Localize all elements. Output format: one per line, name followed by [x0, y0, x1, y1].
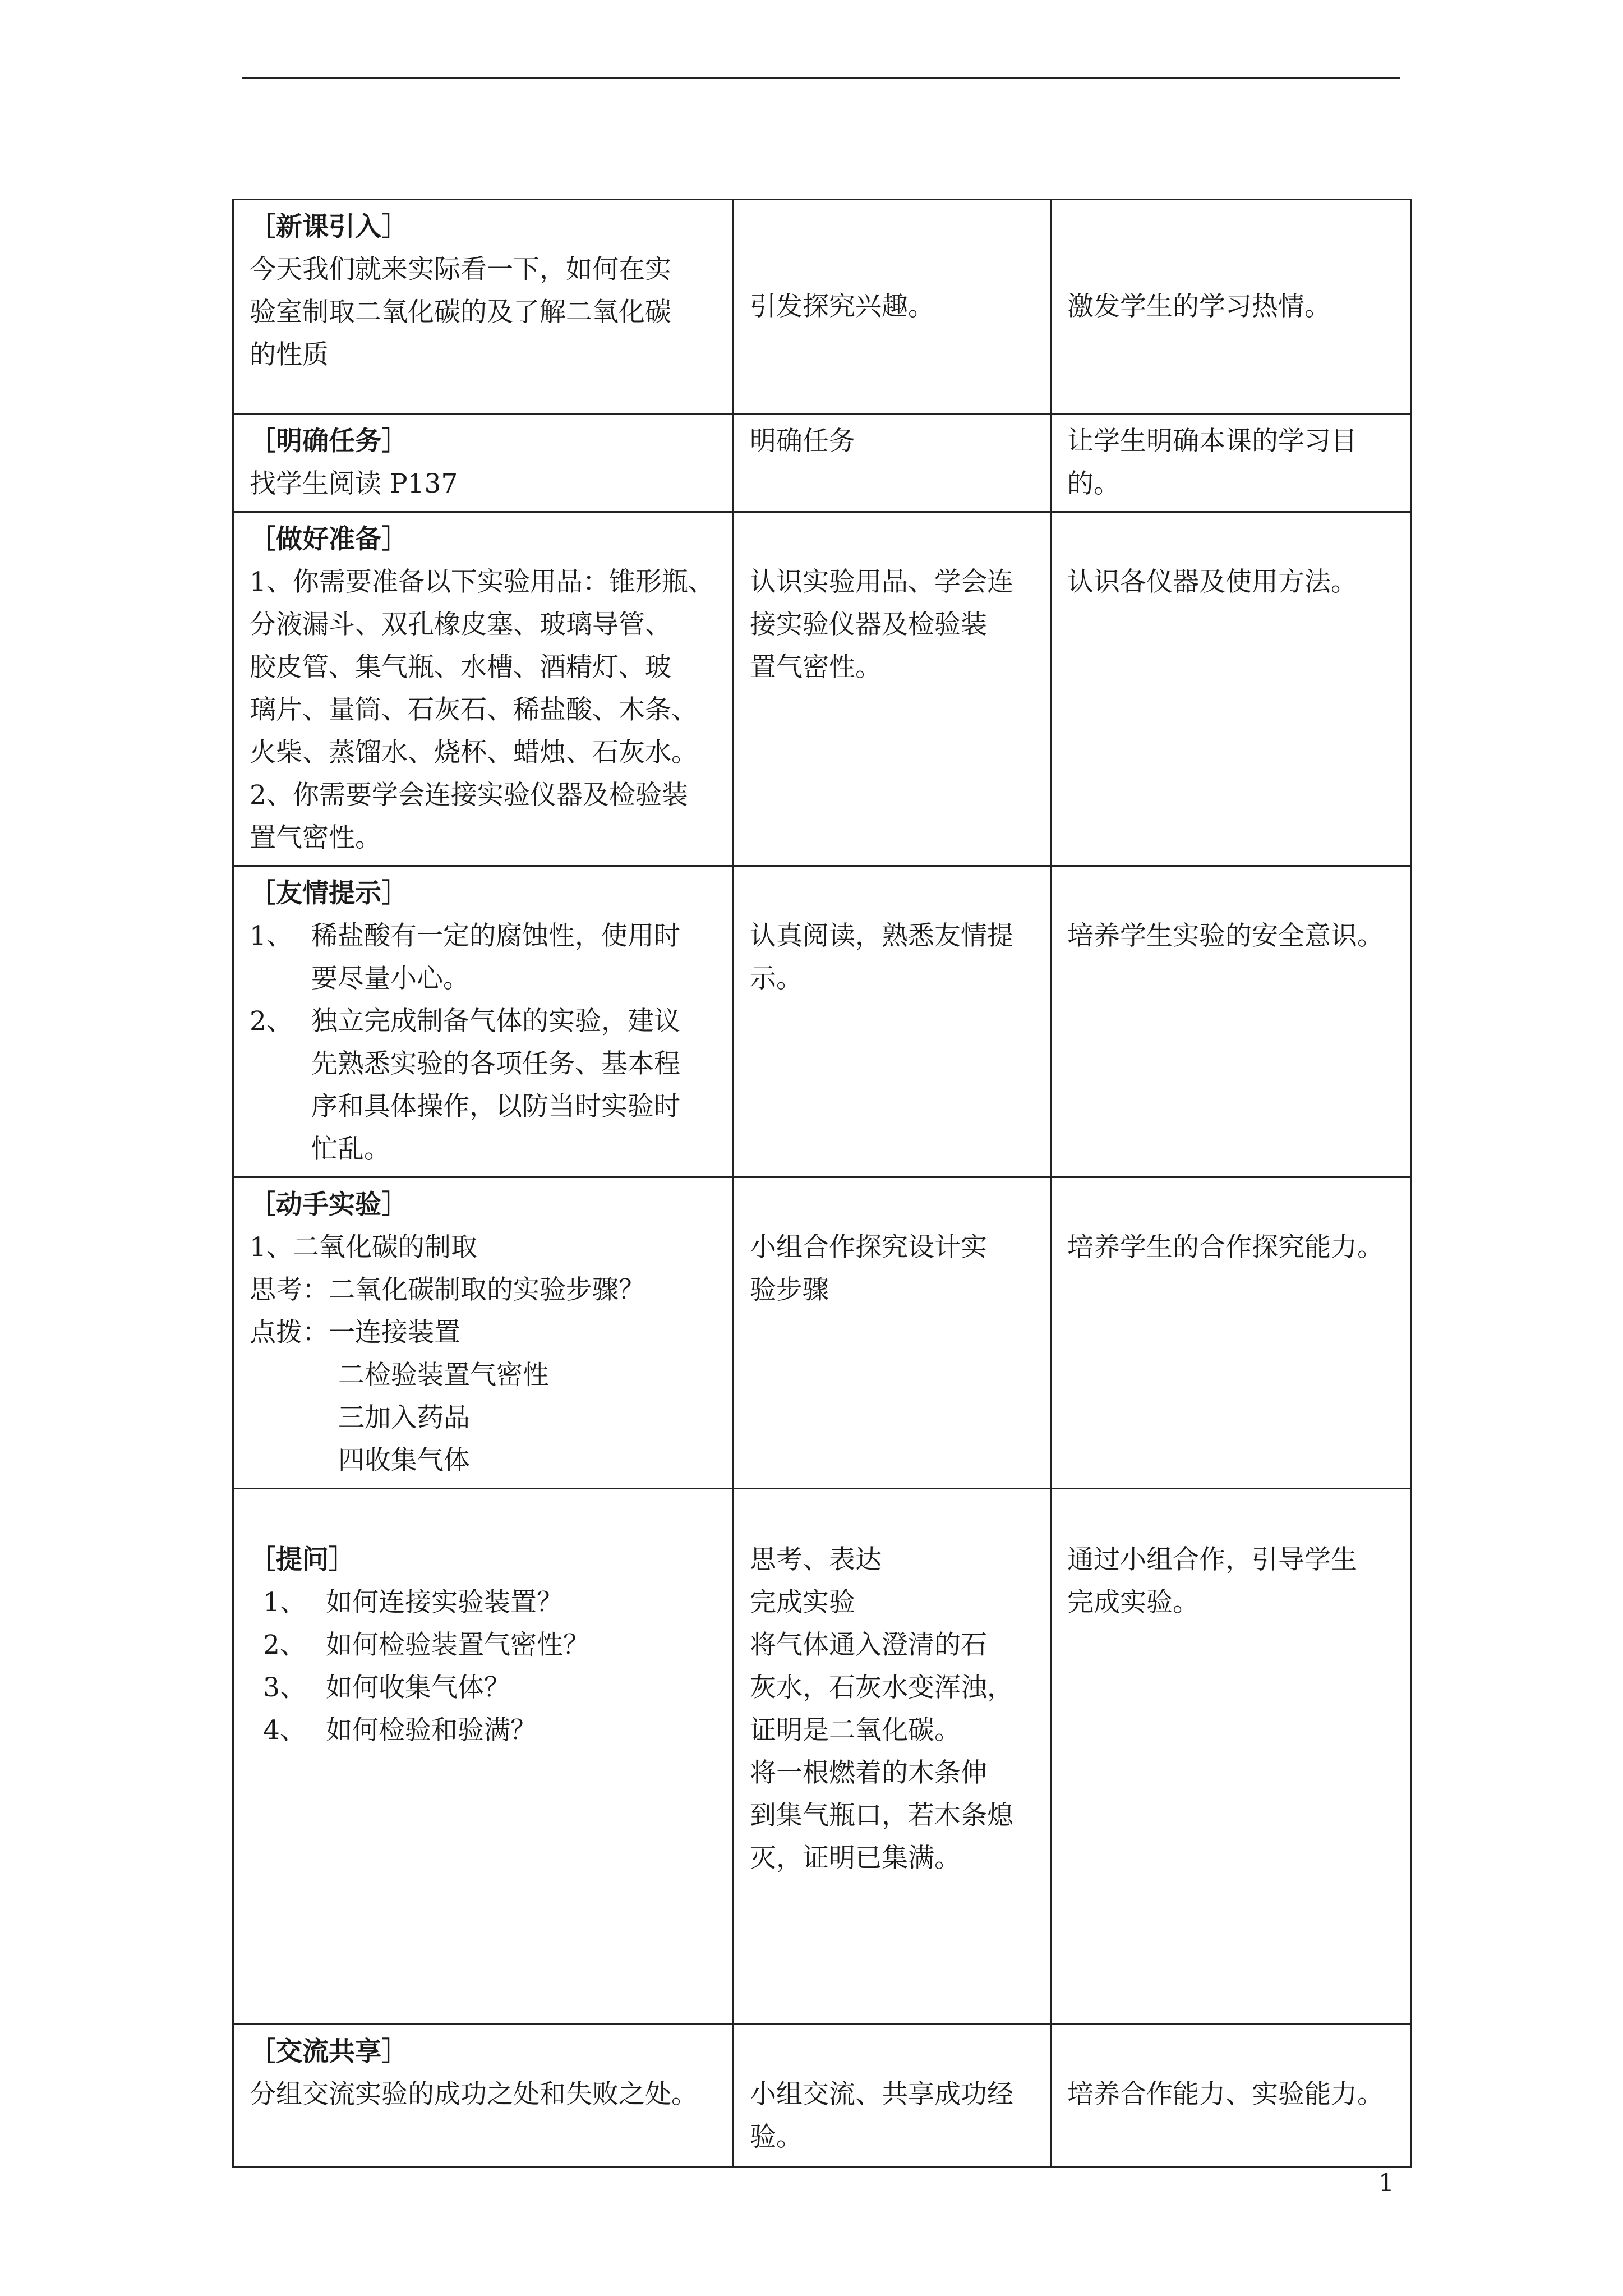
student-cell — [734, 866, 1051, 1177]
teacher-cell — [233, 414, 734, 512]
section-heading: ［提问］ — [250, 1544, 355, 1575]
text-line: 引发探究兴趣。 — [750, 291, 934, 322]
teacher-cell — [233, 200, 734, 414]
question-text: 如何收集气体？ — [326, 1672, 510, 1703]
text-line: 明确任务 — [750, 426, 855, 457]
text-line: 1、二氧化碳的制取 — [250, 1232, 477, 1263]
question-text: 如何连接实验装置？ — [326, 1587, 563, 1618]
text-line: 将一根燃着的木条伸 — [750, 1757, 987, 1788]
text-line: 培养学生的合作探究能力。 — [1067, 1232, 1384, 1263]
purpose-cell — [1051, 512, 1411, 866]
list-item — [250, 1709, 719, 1752]
item-number: 2、 — [250, 1006, 293, 1037]
text-line: 认识实验用品、学会连 — [750, 567, 1013, 597]
text-line: 验步骤 — [750, 1274, 829, 1305]
text-line: 思考、表达 — [750, 1544, 882, 1575]
text-line: 的。 — [1067, 468, 1120, 499]
table-row-prepare — [233, 512, 1411, 866]
teacher-cell — [233, 1489, 734, 2024]
text-line: 稀盐酸有一定的腐蚀性，使用时 — [311, 921, 680, 951]
text-line: 小组交流、共享成功经 — [750, 2079, 1013, 2110]
text-line: 二检验装置气密性 — [338, 1360, 549, 1391]
text-line: 找学生阅读 P137 — [250, 468, 458, 499]
purpose-cell — [1051, 414, 1411, 512]
text-line: 到集气瓶口，若木条熄 — [750, 1800, 1013, 1831]
text-line: 通过小组合作，引导学生 — [1067, 1544, 1357, 1575]
item-number: 1、 — [263, 1587, 306, 1618]
text-line: 点拨：一连接装置 — [250, 1317, 460, 1348]
student-cell — [734, 200, 1051, 414]
text-line: 四收集气体 — [338, 1445, 470, 1476]
list-item — [250, 1581, 719, 1624]
text-line: 示。 — [750, 963, 803, 994]
table-row-hands-on — [233, 1177, 1411, 1489]
lesson-plan-table — [232, 199, 1412, 2168]
purpose-cell — [1051, 1177, 1411, 1489]
student-cell — [734, 1177, 1051, 1489]
section-heading: ［做好准备］ — [250, 524, 408, 555]
text-line: 要尽量小心。 — [311, 963, 469, 994]
text-line: 激发学生的学习热情。 — [1067, 291, 1331, 322]
student-cell — [734, 512, 1051, 866]
text-line: 先熟悉实验的各项任务、基本程 — [311, 1048, 680, 1079]
table-row-friendly-tips — [233, 866, 1411, 1177]
text-line: 证明是二氧化碳。 — [750, 1715, 961, 1746]
text-line: 小组合作探究设计实 — [750, 1232, 987, 1263]
question-text: 如何检验和验满？ — [326, 1715, 537, 1746]
student-cell — [734, 1489, 1051, 2024]
item-number: 4、 — [263, 1715, 306, 1746]
list-item — [250, 1667, 719, 1709]
list-item — [250, 915, 719, 1000]
text-line: 三加入药品 — [338, 1402, 470, 1433]
purpose-cell — [1051, 2024, 1411, 2167]
teacher-cell — [233, 2024, 734, 2167]
text-line: 灰水，石灰水变浑浊， — [750, 1672, 1013, 1703]
section-heading: ［交流共享］ — [250, 2036, 408, 2067]
purpose-cell — [1051, 1489, 1411, 2024]
section-heading: ［动手实验］ — [250, 1189, 408, 1220]
text-line: 验。 — [750, 2122, 803, 2152]
text-line: 分液漏斗、双孔橡皮塞、玻璃导管、 — [250, 609, 671, 640]
purpose-cell — [1051, 200, 1411, 414]
text-line: 完成实验。 — [1067, 1587, 1199, 1618]
text-line: 璃片、量筒、石灰石、稀盐酸、木条、 — [250, 694, 698, 725]
text-line: 忙乱。 — [311, 1134, 390, 1165]
list-item — [250, 1000, 719, 1171]
student-cell — [734, 2024, 1051, 2167]
teacher-cell — [233, 866, 734, 1177]
question-text: 如何检验装置气密性？ — [326, 1630, 589, 1660]
text-line: 培养合作能力、实验能力。 — [1067, 2079, 1384, 2110]
text-line: 火柴、蒸馏水、烧杯、蜡烛、石灰水。 — [250, 737, 698, 768]
text-line: 思考：二氧化碳制取的实验步骤？ — [250, 1274, 645, 1305]
text-line: 灭，证明已集满。 — [750, 1843, 961, 1874]
header-rule — [242, 77, 1400, 79]
list-item — [250, 1624, 719, 1667]
page-number: 1 — [1378, 2169, 1394, 2197]
student-cell — [734, 414, 1051, 512]
purpose-cell — [1051, 866, 1411, 1177]
text-line: 分组交流实验的成功之处和失败之处。 — [250, 2079, 698, 2110]
text-line: 让学生明确本课的学习目 — [1067, 426, 1357, 457]
item-number: 1、 — [250, 921, 293, 951]
text-line: 认识各仪器及使用方法。 — [1067, 567, 1357, 597]
text-line: 独立完成制备气体的实验，建议 — [311, 1006, 680, 1037]
text-line: 置气密性。 — [250, 822, 381, 853]
text-line: 序和具体操作，以防当时实验时 — [311, 1091, 680, 1122]
text-line: 认真阅读，熟悉友情提 — [750, 921, 1013, 951]
text-line: 培养学生实验的安全意识。 — [1067, 921, 1384, 951]
text-line: 接实验仪器及检验装 — [750, 609, 987, 640]
text-line: 今天我们就来实际看一下，如何在实 — [250, 254, 671, 285]
table-row-new-lesson — [233, 200, 1411, 414]
teacher-cell — [233, 512, 734, 866]
text-line: 将气体通入澄清的石 — [750, 1630, 987, 1660]
item-number: 3、 — [263, 1672, 306, 1703]
section-heading: ［明确任务］ — [250, 426, 408, 457]
text-line: 完成实验 — [750, 1587, 855, 1618]
text-line: 1、你需要准备以下实验用品：锥形瓶、 — [250, 567, 714, 597]
table-row-share — [233, 2024, 1411, 2167]
text-line: 2、你需要学会连接实验仪器及检验装 — [250, 780, 688, 811]
text-line: 胶皮管、集气瓶、水槽、酒精灯、玻 — [250, 652, 671, 683]
section-heading: ［新课引入］ — [250, 211, 408, 242]
item-number: 2、 — [263, 1630, 306, 1660]
table-row-clarify-task — [233, 414, 1411, 512]
text-line: 置气密性。 — [750, 652, 882, 683]
text-line: 验室制取二氧化碳的及了解二氧化碳 — [250, 297, 671, 328]
teacher-cell — [233, 1177, 734, 1489]
table-row-questions — [233, 1489, 1411, 2024]
text-line: 的性质 — [250, 339, 329, 370]
section-heading: ［友情提示］ — [250, 878, 408, 909]
